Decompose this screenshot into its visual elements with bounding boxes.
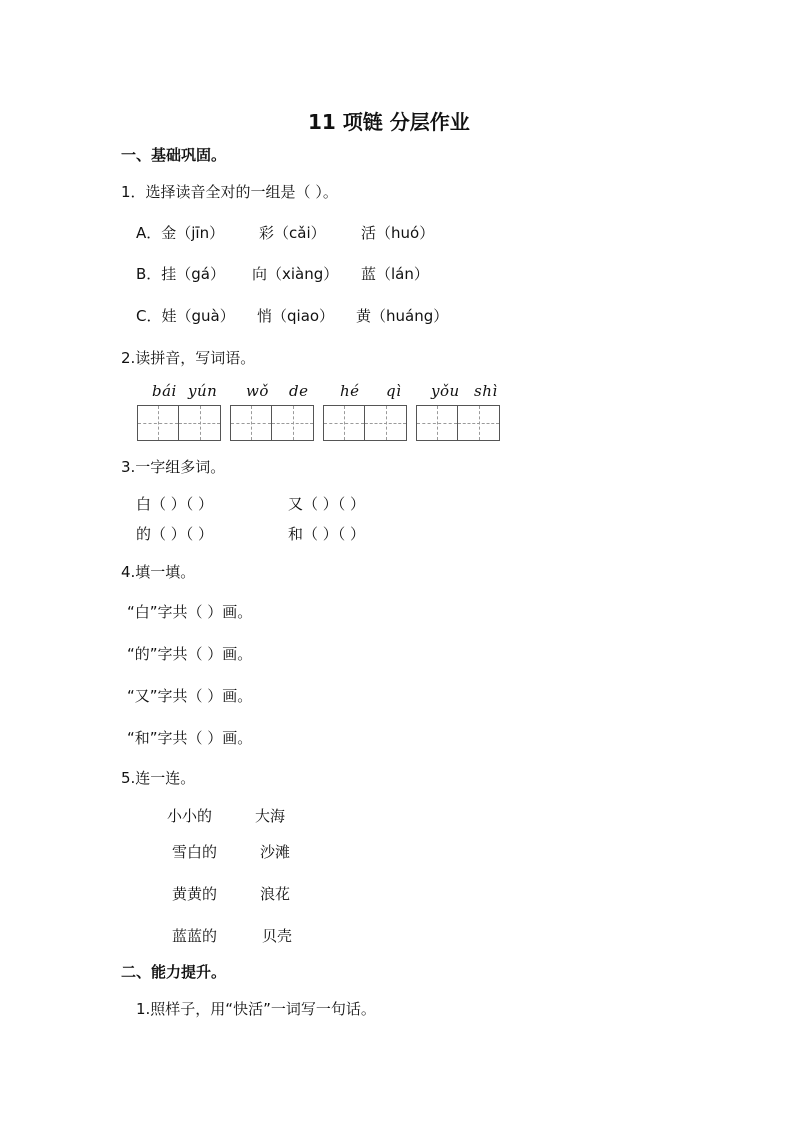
writing-cell[interactable]: [417, 406, 458, 440]
question-5-prompt: 5.连一连。: [121, 769, 196, 787]
writing-cell[interactable]: [365, 406, 406, 440]
writing-cell[interactable]: [179, 406, 220, 440]
option-b-word-1: B．挂（gá）: [136, 265, 226, 283]
section-basic-label: 一、基础巩固。: [121, 146, 227, 164]
page-title: 11 项链 分层作业: [308, 110, 470, 134]
pinyin-4a: yǒu: [431, 382, 460, 400]
match-left-1[interactable]: 小小的: [167, 807, 213, 825]
section-ability-label: 二、能力提升。: [121, 963, 227, 981]
option-a-word-3: 活（huó）: [361, 224, 435, 242]
word-group-he: 和（ ）（ ）: [288, 525, 366, 543]
writing-grid-3[interactable]: [323, 405, 407, 441]
match-left-3[interactable]: 黄黄的: [172, 885, 218, 903]
question-2-prompt: 2.读拼音，写词语。: [121, 349, 256, 367]
writing-cell[interactable]: [458, 406, 499, 440]
pinyin-1b: yún: [188, 382, 218, 400]
writing-cell[interactable]: [272, 406, 313, 440]
writing-grid-2[interactable]: [230, 405, 314, 441]
option-b-word-3: 蓝（lán）: [361, 265, 429, 283]
option-a-word-1: A．金（jīn）: [136, 224, 225, 242]
word-group-you: 又（ ）（ ）: [288, 495, 366, 513]
word-group-de: 的（ ）（ ）: [136, 525, 214, 543]
option-c-word-2: 悄（qiao）: [257, 307, 335, 325]
match-right-3[interactable]: 浪花: [260, 885, 291, 903]
match-left-4[interactable]: 蓝蓝的: [172, 927, 218, 945]
question-4-prompt: 4.填一填。: [121, 563, 196, 581]
match-right-2[interactable]: 沙滩: [260, 843, 291, 861]
option-a-word-2: 彩（cǎi）: [259, 224, 326, 242]
writing-grid-4[interactable]: [416, 405, 500, 441]
question-6-prompt: 1.照样子，用“快活”一词写一句话。: [136, 1000, 376, 1018]
stroke-count-you: “又”字共（ ）画。: [127, 687, 253, 705]
writing-cell[interactable]: [231, 406, 272, 440]
stroke-count-bai: “白”字共（ ）画。: [127, 603, 253, 621]
stroke-count-he: “和”字共（ ）画。: [127, 729, 253, 747]
pinyin-3a: hé: [340, 382, 360, 400]
option-c-word-3: 黄（huáng）: [356, 307, 449, 325]
option-c-word-1: C．娃（guà）: [136, 307, 235, 325]
match-left-2[interactable]: 雪白的: [172, 843, 218, 861]
pinyin-2a: wǒ: [246, 382, 269, 400]
question-1-prompt: 1．选择读音全对的一组是（ ）。: [121, 183, 338, 201]
pinyin-3b: qì: [386, 382, 402, 400]
word-group-bai: 白（ ）（ ）: [136, 495, 214, 513]
pinyin-1a: bái: [152, 382, 177, 400]
question-3-prompt: 3.一字组多词。: [121, 458, 226, 476]
writing-cell[interactable]: [324, 406, 365, 440]
option-b-word-2: 向（xiàng）: [252, 265, 339, 283]
writing-grid-1[interactable]: [137, 405, 221, 441]
writing-cell[interactable]: [138, 406, 179, 440]
pinyin-4b: shì: [474, 382, 498, 400]
pinyin-2b: de: [289, 382, 309, 400]
stroke-count-de: “的”字共（ ）画。: [127, 645, 253, 663]
match-right-1[interactable]: 大海: [255, 807, 286, 825]
match-right-4[interactable]: 贝壳: [262, 927, 293, 945]
